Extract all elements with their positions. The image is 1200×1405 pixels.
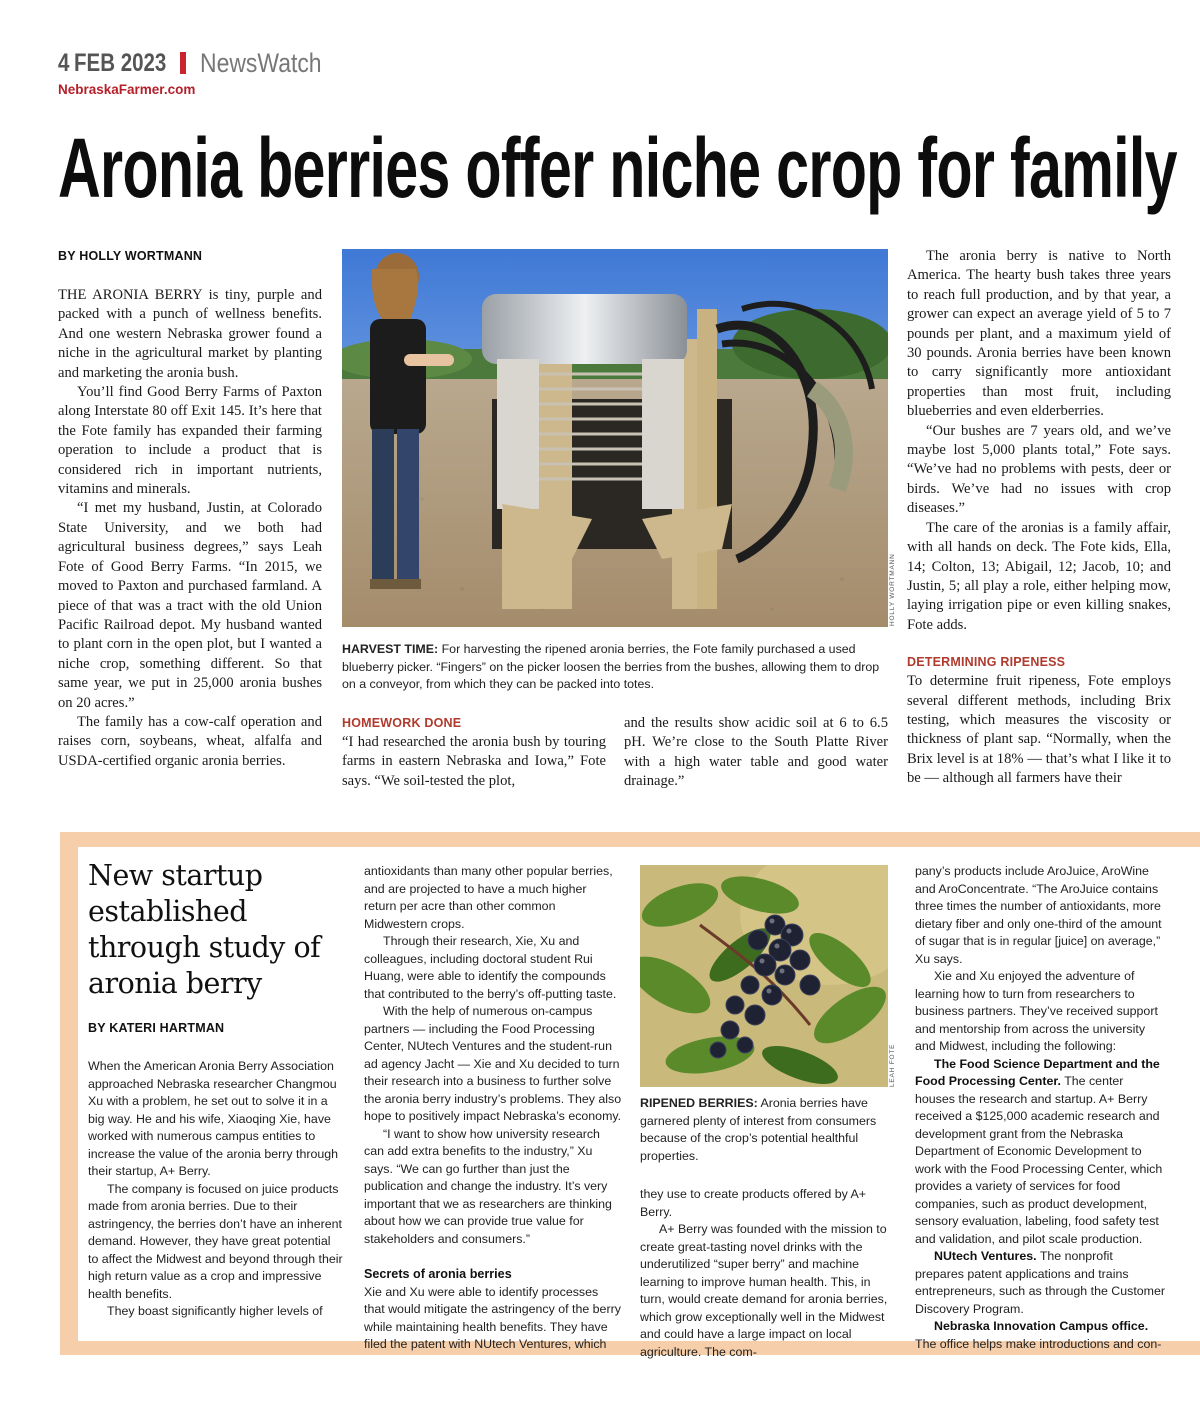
paragraph: The aronia berry is native to North America. The hearty bush takes three years to reach full production, and by that year, a grower can expect an average yield of 5 to 7 pounds per plant, and a maximum yield of 30 pounds. Aronia berries have been known to carry significantly more antioxidant properties than most fruit, including blueberries and even elderberries. bbox=[907, 248, 1171, 420]
bullet-heading: The Food Science Department and the Food Processing Center. bbox=[915, 1056, 1160, 1088]
paragraph: The family has a cow-calf operation and raises corn, soybeans, wheat, alfalfa and USDA-certified organic aronia berries. bbox=[58, 713, 322, 769]
berries-photo-credit: LEAH FOTE bbox=[889, 1043, 896, 1087]
paragraph: pany’s products include AroJuice, AroWine and AroConcentrate. “The AroJuice contains three times the number of antioxidants, more dietary fiber and only one-third of the amount of sugar that is in regular [juice] on average,” Xu says. bbox=[915, 864, 1162, 966]
section-name: NewsWatch bbox=[200, 47, 323, 78]
paragraph: Through their research, Xie, Xu and colleagues, including doctoral student Rui Huang, were able to identify the compounds that contributed to the berry’s off-putting taste. bbox=[364, 934, 617, 1001]
folio-divider bbox=[180, 52, 186, 74]
berries-photo bbox=[640, 865, 888, 1087]
headline: Aronia berries offer niche crop for family bbox=[58, 121, 1177, 215]
paragraph: and the results show acidic soil at 6 to 6.5 pH. We’re close to the South Platte River with a high water table and good water drainage.” bbox=[624, 715, 888, 790]
list-item bbox=[915, 1318, 1165, 1353]
main-column-1 bbox=[58, 286, 322, 771]
paragraph: antioxidants than many other popular berries, and are projected to have a much higher return per acre than other common Midwestern crops. bbox=[364, 864, 613, 931]
paragraph: The care of the aronias is a family affair, with all hands on deck. The Fote kids, Ella, 14; Colton, 13; Abigail, 12; Jacob, 10; and Justin, 5; all play a role, either helping mow, laying irrigation pipe or even killing snakes, Fote adds. bbox=[907, 519, 1171, 633]
paragraph: “I met my husband, Justin, at Colorado State University, and we both had agricultural business degrees,” says Leah Fote of Good Berry Farms. “In 2015, we moved to Paxton and purchased farmland. A piece of that was a tract with the old Union Pacific Railroad depot. My husband wanted to plant corn in the open plot, but I wanted a niche crop, something different. So that same year, we put in 25,000 aronia bushes on 20 acres.” bbox=[58, 500, 322, 711]
harvester-photo bbox=[342, 249, 888, 627]
bullet-heading: Nebraska Innovation Campus office. bbox=[934, 1319, 1149, 1333]
folio bbox=[58, 46, 344, 80]
paragraph: they use to create products offered by A+ Berry. bbox=[640, 1187, 867, 1219]
paragraph: “Our bushes are 7 years old, and we’ve maybe lost 5,000 plants total,” Fote says. “We’ve had no problems with pests, deer or birds. We’ve had no issues with crop diseases.” bbox=[907, 422, 1171, 517]
main-column-4 bbox=[907, 247, 1171, 789]
sidebar-column-1 bbox=[88, 1058, 344, 1321]
berries-illustration bbox=[640, 865, 888, 1087]
subhead-ripeness: DETERMINING RIPENESS bbox=[907, 655, 1066, 670]
paragraph: Xie and Xu were able to identify processes that would mitigate the astringency of the berry while maintaining health benefits. They have filed the patent with NUtech Ventures, which bbox=[364, 1284, 621, 1351]
sidebar-column-4 bbox=[915, 863, 1165, 1353]
list-item bbox=[915, 1056, 1165, 1249]
paragraph: You’ll find Good Berry Farms of Paxton along Interstate 80 off Exit 145. It’s here that the Fote family has expanded their farming operation to include a product that is considered rich in important nutrients, vitamins and minerals. bbox=[58, 384, 322, 498]
paragraph: They boast significantly higher levels of bbox=[107, 1304, 323, 1318]
main-byline: BY HOLLY WORTMANN bbox=[58, 249, 203, 263]
sidebar-title: New startup established through study of aronia berry bbox=[88, 859, 321, 1000]
photo-caption bbox=[342, 641, 888, 694]
bullet-heading: NUtech Ventures. bbox=[934, 1249, 1037, 1263]
paragraph: “I want to show how university research can add extra benefits to the industry,” Xu says. “We can go further than just the publication and change the industry. It’s very important that we as researchers are thinking about how we can provide true value for stakeholders and consumers.” bbox=[364, 1126, 612, 1246]
paragraph: A+ Berry was founded with the mission to create great-tasting novel drinks with the underutilized “super berry” and machine learning to improve human health. This, in turn, would create demand for aronia berries, which grow exceptionally well in the Midwest and could have a large impact on local agriculture. The com- bbox=[640, 1222, 888, 1359]
bullet-text: The center houses the research and startup. A+ Berry received a $125,000 academic research and development grant from the Nebraska Department of Economic Development to work with the Food Processing Center, which provides a variety of services for food companies, such as product development, sensory evaluation, labeling, food safety test and validation, and pilot scale production. bbox=[915, 1074, 1163, 1246]
sidebar-column-2 bbox=[364, 863, 622, 1354]
subhead-secrets: Secrets of aronia berries bbox=[364, 1267, 512, 1281]
sidebar-column-3 bbox=[640, 1186, 898, 1361]
paragraph: With the help of numerous on-campus partners — including the Food Processing Center, NUtech Ventures and the student-run ad agency Jacht — Xie and Xu decided to turn their research into a business to further solve the aronia berry industry’s problems. They also hope to positively impact Nebraska’s economy. bbox=[364, 1004, 622, 1123]
main-column-2 bbox=[342, 714, 606, 791]
bullet-text: The nonprofit prepares patent applications and trains entrepreneurs, such as through the Customer Discovery Program. bbox=[915, 1249, 1166, 1316]
list-item bbox=[915, 1248, 1165, 1318]
paragraph: “I had researched the aronia bush by touring farms in eastern Nebraska and Iowa,” Fote says. “We soil-tested the plot, bbox=[342, 734, 606, 789]
subhead-homework: HOMEWORK DONE bbox=[342, 716, 462, 730]
main-column-3 bbox=[624, 714, 888, 792]
paragraph: When the American Aronia Berry Association approached Nebraska researcher Changmou Xu with a problem, he set out to solve it in a big way. He and his wife, Xiaoqing Xie, have worked with numerous campus entities to increase the value of the aronia berry through their startup, A+ Berry. bbox=[88, 1059, 339, 1178]
paragraph: To determine fruit ripeness, Fote employs several different methods, including Brix testing, which measures the viscosity or thickness of plant sap. “Normally, when the Brix level is at 18% — that’s what I like it to be — although all farmers have their bbox=[907, 673, 1171, 787]
site-url: NebraskaFarmer.com bbox=[58, 82, 196, 97]
page-number: 4 bbox=[58, 48, 70, 77]
bullet-text: The office helps make introductions and con- bbox=[915, 1336, 1162, 1351]
berries-caption bbox=[640, 1095, 888, 1165]
paragraph: THE ARONIA BERRY is tiny, purple and packed with a punch of wellness benefits. And one western Nebraska grower found a niche in the agricultural market by planting and marketing the aronia bush. bbox=[58, 287, 322, 381]
paragraph: Xie and Xu enjoyed the adventure of learning how to turn from researchers to business partners. They’ve received support and mentorship from across the university and Midwest, including the following: bbox=[915, 969, 1158, 1053]
harvester-illustration bbox=[342, 249, 888, 627]
paragraph: The company is focused on juice products made from aronia berries. Due to their astringency, the berries don’t have an inherent demand. However, they have great potential to affect the Midwest and beyond through their high return value as a crop and impressive health benefits. bbox=[88, 1181, 343, 1301]
photo-credit: HOLLY WORTMANN bbox=[889, 553, 896, 626]
sidebar-byline: BY KATERI HARTMAN bbox=[88, 1021, 225, 1035]
caption-text: For harvesting the ripened aronia berries, the Fote family purchased a used blueberry picker. “Fingers” on the picker loosen the berries from the bushes, allowing them to drop on a conveyor, from which they can be packed into totes. bbox=[342, 642, 880, 691]
caption-text: Aronia berries have garnered plenty of interest from consumers because of the crop’s potential healthful properties. bbox=[640, 1096, 877, 1163]
caption-label: HARVEST TIME: bbox=[342, 642, 439, 656]
caption-label: RIPENED BERRIES: bbox=[640, 1096, 758, 1110]
issue-date: FEB 2023 bbox=[73, 48, 167, 77]
